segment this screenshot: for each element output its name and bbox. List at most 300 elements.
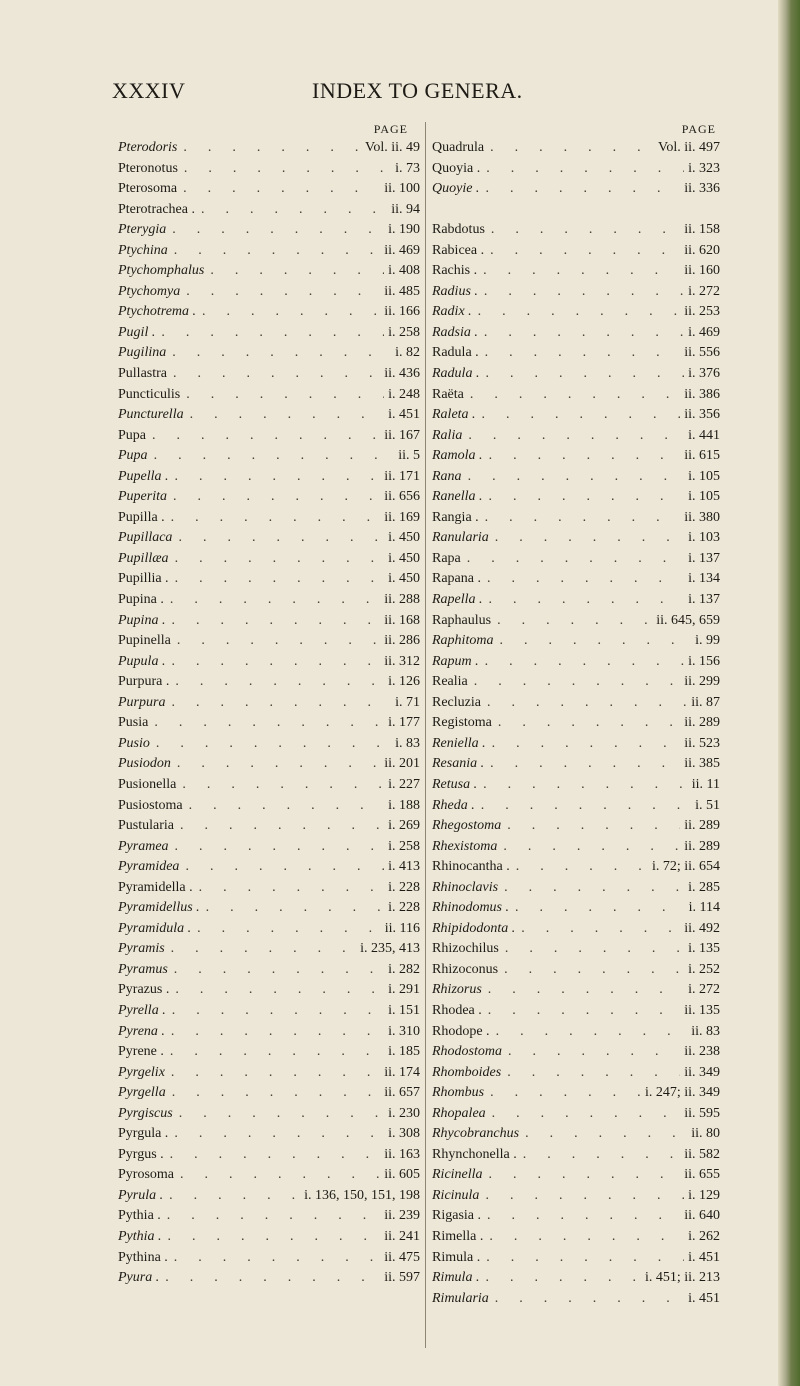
dot-leader [489,1289,684,1310]
page-reference: i. 408 [388,263,420,279]
dot-leader [478,282,684,303]
genus-name: Raphitoma [432,633,494,649]
index-entry [432,159,720,180]
index-entry [118,1186,420,1207]
genus-name: Pterosoma [118,181,178,197]
index-entry [118,302,420,323]
index-entry [118,960,420,981]
right-index-column [432,122,720,1309]
dot-leader [468,672,680,693]
genus-name: Rana [432,468,462,484]
page-reference: i. 258 [388,324,420,340]
index-entry [432,1186,720,1207]
index-entry [432,261,720,282]
index-entry [432,1001,720,1022]
dot-leader [483,487,685,508]
dot-leader [492,713,680,734]
dot-leader [200,898,384,919]
column-divider [425,122,426,1348]
index-entry [118,1042,420,1063]
genus-name: Pyramidella . [118,879,193,895]
dot-leader [159,1268,380,1289]
index-entry [432,1268,720,1289]
index-entry [432,919,720,940]
dot-leader [510,857,648,878]
genus-name: Rhodea . [432,1002,482,1018]
page-reference: ii. 11 [691,776,720,792]
genus-name: Quadrula [432,140,485,155]
dot-leader [484,754,680,775]
genus-name: Rimella . [432,1228,484,1244]
page-reference: ii. 657 [384,1085,420,1101]
index-entry [118,1063,420,1084]
dot-leader [161,1206,380,1227]
dot-leader [486,1104,681,1125]
genus-name: Rhynchonella . [432,1146,517,1162]
genus-name: Rapana . [432,571,481,587]
page-reference: i. 83 [395,735,420,751]
genus-name: Quoyia . [432,160,481,176]
dot-leader [484,1083,641,1104]
index-entry [118,549,420,570]
genus-name: Pugil . [118,324,156,340]
page-reference: ii. 158 [684,222,720,238]
dot-leader [464,385,680,406]
dot-leader [146,426,380,447]
dot-leader [481,569,684,590]
index-entry [432,1289,720,1310]
page-reference: i. 308 [388,1126,420,1142]
index-entry [118,1145,420,1166]
genus-name: Pterotrachea . [118,201,195,217]
dot-leader [177,179,380,200]
genus-name: Pupa [118,427,146,443]
genus-name: Purpura . [118,674,170,690]
page-reference: ii. 87 [691,694,720,710]
index-entry [118,837,420,858]
index-entry [432,508,720,529]
page-reference: i. 291 [388,982,420,998]
index-entry [432,200,720,221]
index-entry [432,796,720,817]
index-entry [432,549,720,570]
genus-name: Rheda . [432,797,475,813]
genus-name: Pyrgula . [118,1126,169,1142]
dot-leader [499,939,684,960]
dot-leader [462,467,685,488]
page-reference: Vol. ii. 497 [658,140,720,155]
index-entry [432,1124,720,1145]
dot-leader [195,200,387,221]
dot-leader [480,159,684,180]
genus-name: Rhizorus [432,982,482,998]
dot-leader [475,796,691,817]
genus-name: Pupina . [118,592,164,608]
dot-leader [166,343,391,364]
index-entry [118,528,420,549]
page-reference: i. 190 [388,222,420,238]
index-entry [118,364,420,385]
genus-name: Puncticulis [118,386,181,402]
page-reference: i. 71 [395,694,420,710]
dot-leader [484,138,654,159]
page-reference: i. 451 [688,1249,720,1265]
dot-leader [485,220,680,241]
index-entry [432,1083,720,1104]
genus-name: Pterodoris [118,140,178,155]
dot-leader [168,1124,384,1145]
index-entry [118,713,420,734]
dot-leader [164,1145,381,1166]
index-entry [118,1248,420,1269]
dot-leader [167,364,380,385]
page-reference: i. 51 [695,797,720,813]
dot-leader [180,282,380,303]
page-reference: ii. 241 [384,1228,420,1244]
page-reference: i. 103 [688,530,720,546]
genus-name: Rimula . [432,1270,480,1286]
genus-name: Pythia . [118,1228,162,1244]
dot-leader [165,693,391,714]
page-reference: i. 134 [688,571,720,587]
index-entry [118,1022,420,1043]
dot-leader [165,939,356,960]
genus-name: Rhizoconus [432,961,499,977]
genus-name: Rhinodomus . [432,900,509,916]
genus-name: Ramola . [432,448,483,464]
index-entry [118,590,420,611]
dot-leader [479,179,680,200]
genus-name: Pyrosoma [118,1167,174,1183]
genus-name: Rhizochilus [432,941,499,957]
dot-leader [193,878,384,899]
page-reference: i. 99 [695,633,720,649]
index-entry [118,878,420,899]
page-reference: ii. 605 [384,1167,420,1183]
page-reference: i. 72; ii. 654 [651,859,720,875]
index-entry [432,939,720,960]
dot-leader [515,919,680,940]
page-reference: ii. 160 [684,263,720,279]
genus-name: Reniella . [432,735,486,751]
dot-leader [462,426,684,447]
index-entry [118,1268,420,1289]
index-entry [118,1104,420,1125]
dot-leader [191,919,381,940]
dot-leader [165,611,380,632]
page-reference: i. 136, 150, 151, 198 [304,1187,420,1203]
dot-leader [501,816,680,837]
index-entry [118,796,420,817]
page-reference: i. 282 [388,961,420,977]
page-reference: ii. 100 [384,181,420,197]
dot-leader [478,323,684,344]
genus-name: Pusia [118,715,149,731]
index-entry [118,939,420,960]
index-entry [432,179,720,200]
page-reference: ii. 386 [684,386,720,402]
page-reference: ii. 286 [384,633,420,649]
genus-name: Pyramus [118,961,168,977]
page-reference: ii. 166 [384,304,420,320]
dot-leader [165,1022,384,1043]
index-entry [118,672,420,693]
page-reference: ii. 582 [684,1146,720,1162]
page-reference: i. 227 [388,776,420,792]
page-reference: i. 126 [388,674,420,690]
genus-name: Ptychomya [118,283,181,299]
genus-name: Raphaulus [432,612,492,628]
genus-name: Pyrena . [118,1023,165,1039]
page-reference: ii. 168 [384,612,420,628]
genus-name: Ricinella [432,1167,483,1183]
page-reference: i. 177 [388,715,420,731]
dot-leader [484,241,680,262]
index-entry [432,775,720,796]
dot-leader [174,1165,380,1186]
genus-name: Pyura . [118,1270,160,1286]
genus-name: Rhodope . [432,1023,490,1039]
page-reference: ii. 289 [684,818,720,834]
genus-name: Rapella . [432,592,483,608]
dot-leader [498,960,684,981]
page-reference: ii. 174 [384,1064,420,1080]
page-reference: ii. 475 [384,1249,420,1265]
dot-leader [493,631,691,652]
page-reference: i. 82 [395,345,420,361]
genus-name: Pteronotus [118,160,178,176]
page-reference: i. 156 [688,653,720,669]
page-reference: i. 441 [688,427,720,443]
dot-leader [483,446,681,467]
genus-name: Pupinella [118,633,171,649]
index-entry [118,857,420,878]
genus-name: Purpura [118,694,166,710]
genus-name: Pyramea [118,838,169,854]
left-index-column [118,122,420,1289]
dot-leader [498,878,684,899]
index-entry [432,1248,720,1269]
page-reference: i. 73 [395,160,420,176]
genus-name: Pugilina [118,345,167,361]
dot-leader [169,837,385,858]
dot-leader [461,549,684,570]
dot-leader [180,385,384,406]
genus-name: Pusiostoma [118,797,183,813]
dot-leader [176,775,384,796]
page-reference: ii. 5 [398,448,420,464]
genus-name: Pyrgelix [118,1064,165,1080]
genus-name: Ptychomphalus [118,263,205,279]
page-reference: i. 230 [388,1105,420,1121]
page-reference: i. 310 [388,1023,420,1039]
page-reference: ii. 312 [384,653,420,669]
page-header [112,78,672,106]
genus-name: Puperita [118,489,167,505]
index-entry [118,734,420,755]
page-reference: i. 376 [688,366,720,382]
index-entry [432,282,720,303]
page-reference: ii. 289 [684,838,720,854]
dot-leader [169,980,384,1001]
index-entry [118,261,420,282]
dot-leader [482,980,684,1001]
dot-leader [163,1186,300,1207]
index-entry [118,323,420,344]
page-reference: ii. 380 [684,509,720,525]
dot-leader [479,364,684,385]
page-reference: i. 137 [688,592,720,608]
page-reference: i. 228 [388,900,420,916]
page-reference: ii. 253 [684,304,720,320]
index-entry [432,898,720,919]
dot-leader [171,754,380,775]
genus-name: Ricinula [432,1187,480,1203]
index-entry [432,1104,720,1125]
page-reference: ii. 238 [684,1044,720,1060]
genus-name: Pythia . [118,1208,161,1224]
dot-leader [472,302,681,323]
index-entry [118,1165,420,1186]
genus-name: Pusiodon [118,756,171,772]
dot-leader [169,467,381,488]
genus-name: Pupula . [118,653,166,669]
index-entry [118,693,420,714]
page-reference: i. 450 [388,530,420,546]
index-entry [118,1083,420,1104]
index-entry [118,816,420,837]
genus-name: Retusa . [432,776,478,792]
page-reference: ii. 135 [684,1002,720,1018]
index-entry [432,364,720,385]
dot-leader [164,590,380,611]
genus-name: Pyrgella [118,1085,166,1101]
page-reference: ii. 523 [684,735,720,751]
genus-name: Pupa [118,448,148,464]
dot-leader [177,138,361,159]
page-reference: ii. 655 [684,1167,720,1183]
dot-leader [178,159,391,180]
dot-leader [165,652,380,673]
index-entry [432,467,720,488]
index-entry [432,138,720,159]
genus-name: Pusio [118,735,150,751]
genus-name: Pythina . [118,1249,168,1265]
page-reference: i. 137 [688,550,720,566]
genus-name: Rapa [432,550,461,566]
dot-leader [490,1022,688,1043]
genus-name: Rachis . [432,263,478,279]
genus-name: Rhomboides [432,1064,502,1080]
genus-name: Rimularia [432,1290,489,1306]
dot-leader [483,590,685,611]
page-reference: ii. 289 [684,715,720,731]
index-entry [432,569,720,590]
dot-leader [489,528,684,549]
genus-name: Pusionella [118,776,177,792]
index-entry [432,446,720,467]
page-reference: ii. 656 [384,489,420,505]
genus-name: Pustularia [118,818,174,834]
index-entry [118,1124,420,1145]
genus-name: Rigasia . [432,1208,481,1224]
dot-leader [174,816,384,837]
page-reference: i. 258 [388,838,420,854]
page-reference: ii. 80 [691,1126,720,1142]
index-entry [432,631,720,652]
dot-leader [479,1186,684,1207]
page-reference: i. 114 [688,900,720,916]
page-reference: ii. 640 [684,1208,720,1224]
index-entry [118,405,420,426]
dot-leader [491,611,652,632]
genus-name: Pupillia . [118,571,169,587]
index-entry [118,898,420,919]
index-entry [118,775,420,796]
index-entry [432,1022,720,1043]
genus-name: Pyrazus . [118,982,170,998]
page-reference: ii. 620 [684,242,720,258]
page-reference: i. 151 [388,1002,420,1018]
index-entry [118,385,420,406]
dot-leader [497,837,680,858]
page-reference: i. 451 [388,407,420,423]
genus-name: Pupillaca [118,530,173,546]
page-reference: ii. 349 [684,1064,720,1080]
dot-leader [165,1063,380,1084]
index-entry [432,405,720,426]
dot-leader [519,1124,687,1145]
dot-leader [501,1063,680,1084]
index-entry [432,590,720,611]
page-reference: ii. 595 [684,1105,720,1121]
dot-leader [481,693,687,714]
dot-leader [196,302,380,323]
genus-name: Rabicea . [432,242,485,258]
genus-name: Ptychotrema . [118,304,197,320]
page-reference: i. 105 [688,489,720,505]
page-reference: i. 188 [388,797,420,813]
genus-name: Pyrgus . [118,1146,164,1162]
page-reference: ii. 94 [391,201,420,217]
index-entry [118,652,420,673]
dot-leader [479,343,681,364]
genus-name: Ranella . [432,489,483,505]
dot-leader [517,1145,680,1166]
dot-leader [204,261,384,282]
page-reference: i. 105 [688,468,720,484]
index-entry [432,323,720,344]
dot-leader [479,508,681,529]
dot-leader [165,508,381,529]
index-entry [432,487,720,508]
dot-leader [168,241,380,262]
index-entry [118,508,420,529]
genus-name: Pupella . [118,468,169,484]
genus-name: Ranularia [432,530,489,546]
index-entry [118,220,420,241]
genus-name: Rhopalea [432,1105,486,1121]
index-entry [118,1227,420,1248]
index-entry [432,960,720,981]
index-entry [118,611,420,632]
page-reference: ii. 299 [684,674,720,690]
page-reference: i. 247; ii. 349 [644,1085,720,1101]
index-entry [432,1063,720,1084]
genus-name: Rhinoclavis [432,879,499,895]
page-reference: i. 269 [388,818,420,834]
index-entry [432,302,720,323]
